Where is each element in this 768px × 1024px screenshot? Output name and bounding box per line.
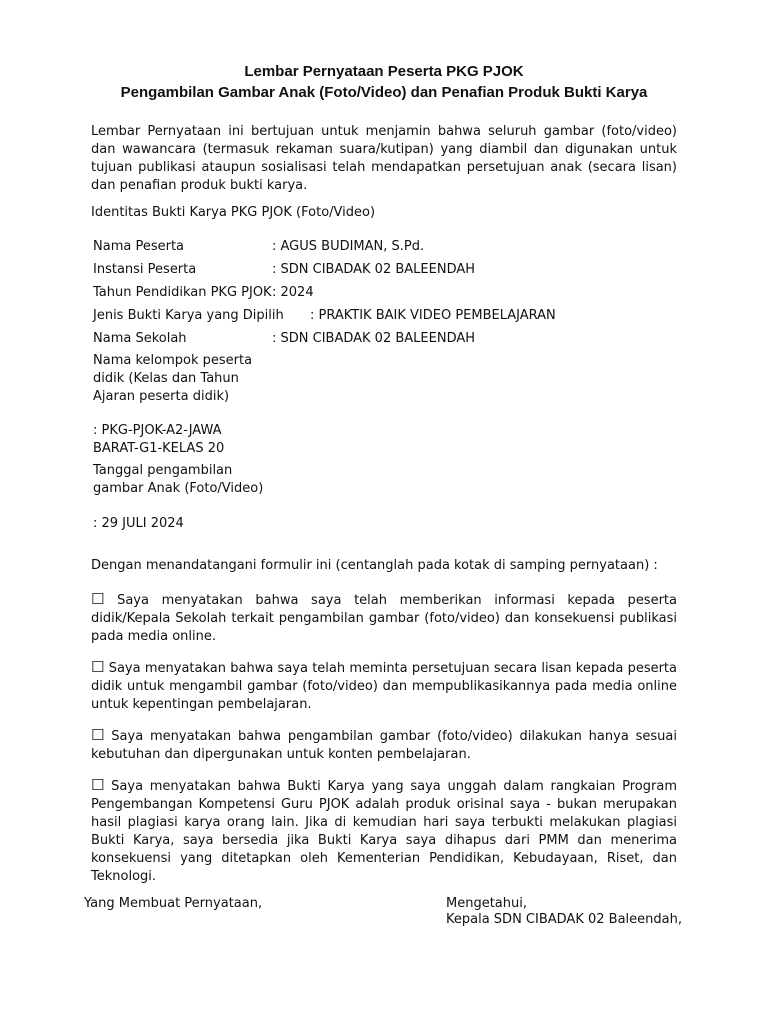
document-subtitle: Pengambilan Gambar Anak (Foto/Video) dan Penafian Produk Bukti Karya	[120, 84, 648, 101]
identity-label-kelompok: Nama kelompok peserta didik (Kelas dan Tahun Ajaran peserta didik)	[93, 353, 253, 404]
document-title: Lembar Pernyataan Peserta PKG PJOK	[244, 63, 524, 80]
identity-value: : 2024	[272, 285, 314, 300]
intro-paragraph: Lembar Pernyataan ini bertujuan untuk menjamin bahwa seluruh gambar (foto/video) dan wawancara (termasuk rekaman suara/kutipan) yang diambil dan digunakan untuk tujuan publikasi ataupun sosialisasi telah mendapatkan persetujuan anak (secara lisan) dan penafian produk bukti karya.	[91, 124, 677, 193]
identity-heading: Identitas Bukti Karya PKG PJOK (Foto/Video)	[91, 205, 376, 220]
statement-text: Saya menyatakan bahwa Bukti Karya yang saya unggah dalam rangkaian Program Pengembangan Kompetensi Guru PJOK adalah produk orisinal saya - bukan merupakan hasil plagiasi karya orang lain. Jika di kemudian hari saya terbukti melakukan plagiasi Bukti Karya, saya bersedia jika Bukti Karya saya dihapus dari PMM dan menerima konsekuensi yang ditetapkan oleh Kementerian Pendidikan, Kebudayaan, Riset, dan Teknologi.	[91, 779, 677, 884]
signature-right-line1: Mengetahui,	[446, 896, 527, 911]
checkbox[interactable]: ☐	[91, 590, 105, 608]
identity-label: Nama Peserta	[93, 239, 185, 254]
statement-text: Saya menyatakan bahwa saya telah meminta persetujuan secara lisan kepada peserta didik untuk mengambil gambar (foto/video) dan mempublikasikannya pada media online untuk kepentingan pembelajaran.	[91, 661, 677, 712]
checkbox[interactable]: ☐	[91, 776, 105, 794]
identity-value-kelompok: : PKG-PJOK-A2-JAWA BARAT-G1-KELAS 20	[93, 423, 225, 456]
checkbox[interactable]: ☐	[91, 726, 105, 744]
identity-label-tanggal: Tanggal pengambilan gambar Anak (Foto/Video)	[93, 463, 264, 496]
checkbox[interactable]: ☐	[91, 658, 105, 676]
signature-right-line2: Kepala SDN CIBADAK 02 Baleendah,	[446, 912, 682, 927]
signature-left: Yang Membuat Pernyataan,	[84, 896, 263, 911]
statement-item	[91, 590, 677, 646]
statement-text: Saya menyatakan bahwa pengambilan gambar (foto/video) dilakukan hanya sesuai kebutuhan dan dipergunakan untuk konten pembelajaran.	[91, 729, 677, 762]
identity-label: Jenis Bukti Karya yang Dipilih	[93, 308, 284, 323]
statement-item	[91, 776, 677, 886]
identity-value-tanggal: : 29 JULI 2024	[93, 516, 184, 531]
identity-label: Instansi Peserta	[93, 262, 197, 277]
identity-label: Tahun Pendidikan PKG PJOK	[93, 285, 272, 300]
statement-item	[91, 726, 677, 764]
identity-value: : AGUS BUDIMAN, S.Pd.	[272, 239, 425, 254]
identity-value: : SDN CIBADAK 02 BALEENDAH	[272, 331, 476, 346]
identity-label: Nama Sekolah	[93, 331, 187, 346]
identity-value: : SDN CIBADAK 02 BALEENDAH	[272, 262, 476, 277]
statement-item	[91, 658, 677, 714]
statement-intro: Dengan menandatangani formulir ini (centanglah pada kotak di samping pernyataan) :	[91, 558, 658, 573]
statement-text: Saya menyatakan bahwa saya telah memberikan informasi kepada peserta didik/Kepala Sekolah terkait pengambilan gambar (foto/video) dan konsekuensi publikasi pada media online.	[91, 593, 677, 644]
identity-value: : PRAKTIK BAIK VIDEO PEMBELAJARAN	[310, 308, 556, 323]
